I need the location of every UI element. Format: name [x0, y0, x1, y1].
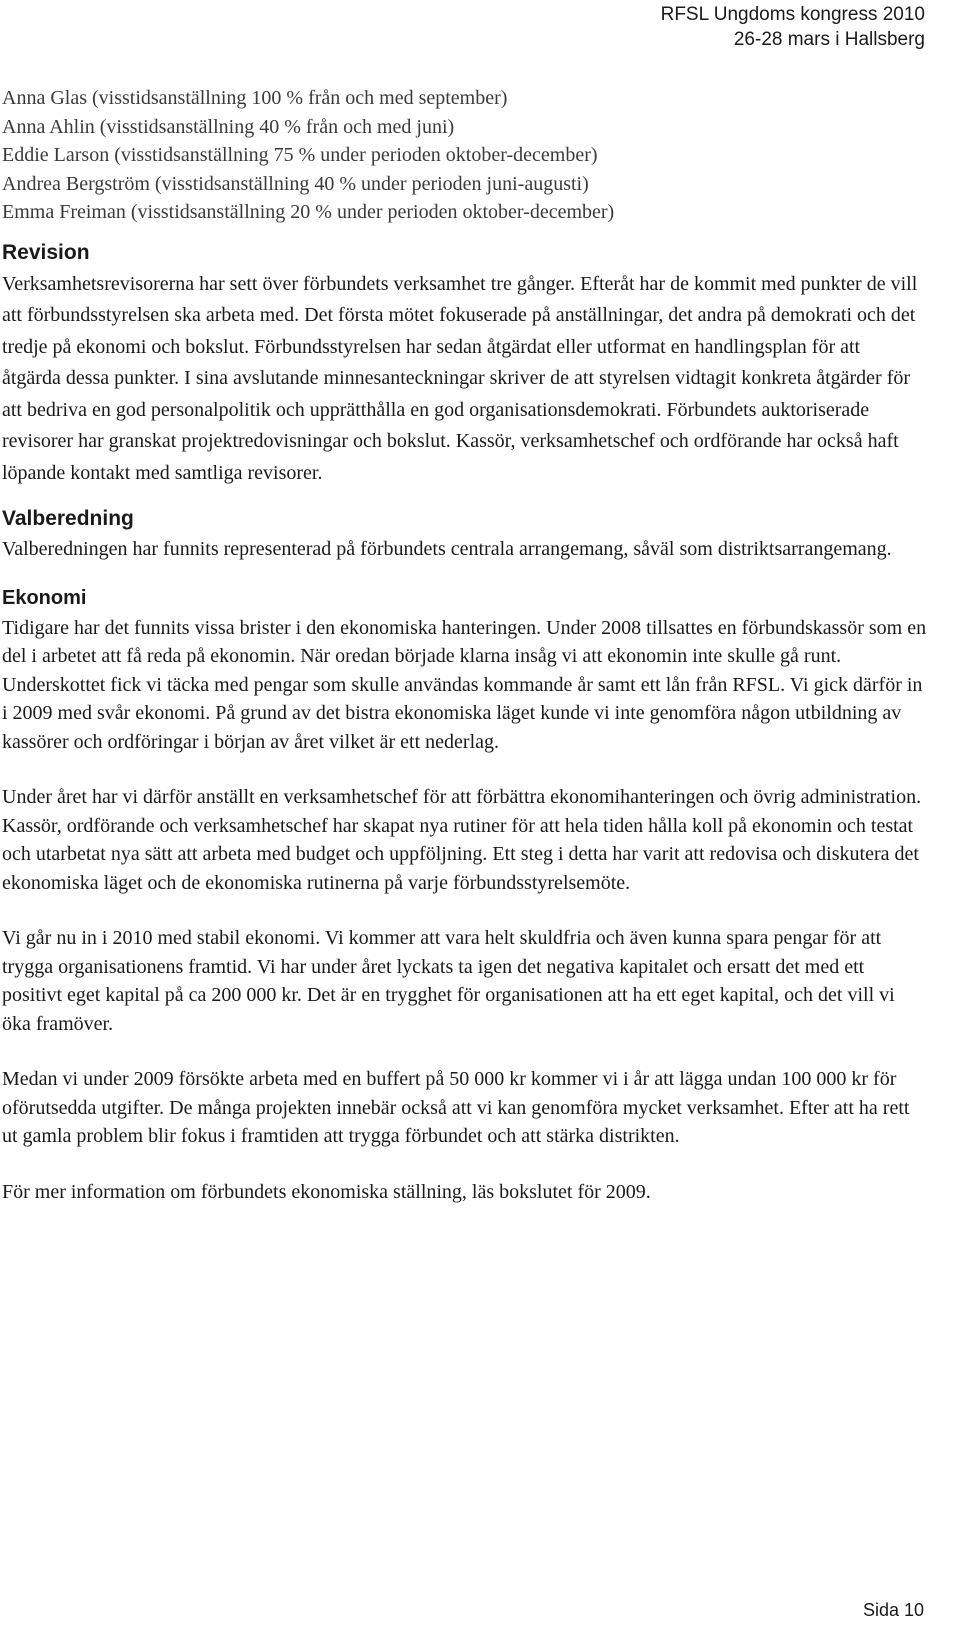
ekonomi-paragraph: Tidigare har det funnits vissa brister i den ekonomiska hanteringen. Under 2008 tillsattes en förbundskassör som en del i arbetet att få reda på ekonomin. När oredan började klarna insåg vi att ekonomin inte skulle gå runt. Underskottet fick vi täcka med pengar som skulle användas kommande år samt ett lån från RFSL. Vi gick därför in i 2009 med svår ekonomi. På grund av det bistra ekonomiska läget kunde vi inte genomföra någon utbildning av kassörer och ordföringar i början av året vilket är ett nederlag.	[2, 616, 927, 753]
staff-item: Andrea Bergström (visstidsanställning 40 % under perioden juni-augusti)	[2, 172, 589, 195]
page-header	[661, 2, 925, 52]
valberedning-heading: Valberedning	[2, 507, 134, 530]
page-number: Sida 10	[862, 1600, 924, 1620]
document-body	[2, 84, 927, 1206]
header-title: RFSL Ungdoms kongress 2010	[660, 4, 925, 25]
staff-item: Eddie Larson (visstidsanställning 75 % under perioden oktober-december)	[2, 144, 598, 166]
ekonomi-paragraph: Under året har vi därför anställt en verksamhetschef för att förbättra ekonomihanteringen och övrig administration. Kassör, ordförande och verksamhetschef har skapat nya rutiner för att hela tiden hålla koll på ekonomin och testat och utarbetat nya sätt att arbeta med budget och uppföljning. Ett steg i detta har varit att redovisa och diskutera det ekonomiska läget och de ekonomiska rutinerna på varje förbundsstyrelsemöte.	[2, 786, 922, 894]
ekonomi-paragraph: För mer information om förbundets ekonomiska ställning, läs bokslutet för 2009.	[2, 1180, 651, 1203]
valberedning-text: Valberedningen har funnits representerad på förbundets centrala arrangemang, såväl som distriktsarrangemang.	[2, 538, 892, 560]
ekonomi-heading: Ekonomi	[2, 586, 87, 609]
header-date: 26-28 mars i Hallsberg	[733, 29, 925, 50]
revision-text: Verksamhetsrevisorerna har sett över förbundets verksamhet tre gånger. Efteråt har de kommit med punkter de vill att förbundsstyrelsen ska arbeta med. Det första mötet fokuserade på anställningar, det andra på demokrati och det tredje på ekonomi och bokslut. Förbundsstyrelsen har sedan åtgärdat eller utformat en handlingsplan för att åtgärda dessa punkter. I sina avslutande minnesanteckningar skriver de att styrelsen vidtagit konkreta åtgärder för att bedriva en god personalpolitik och upprätthålla en god organisationsdemokrati. Förbundets auktoriserade revisorer har granskat projektredovisningar och bokslut. Kassör, verksamhetschef och ordförande har också haft löpande kontakt med samtliga revisorer.	[2, 272, 918, 484]
staff-item: Emma Freiman (visstidsanställning 20 % under perioden oktober-december)	[2, 201, 615, 223]
ekonomi-paragraph: Medan vi under 2009 försökte arbeta med en buffert på 50 000 kr kommer vi i år att lägga undan 100 000 kr för oförutsedda utgifter. De många projekten innebär också att vi kan genomföra mycket verksamhet. Efter att ha rett ut gamla problem blir fokus i framtiden att trygga förbundet och att stärka distrikten.	[2, 1068, 910, 1147]
ekonomi-paragraph: Vi går nu in i 2010 med stabil ekonomi. Vi kommer att vara helt skuldfria och även kunna spara pengar för att trygga organisationens framtid. Vi har under året lyckats ta igen det negativa kapitalet och ersatt det med ett positivt eget kapital på ca 200 000 kr. Det är en trygghet för organisationen att ha ett eget kapital, och det vill vi öka framöver.	[2, 927, 895, 1035]
revision-heading: Revision	[2, 240, 90, 264]
staff-item: Anna Ahlin (visstidsanställning 40 % från och med juni)	[2, 115, 455, 138]
staff-list	[2, 84, 927, 227]
staff-item: Anna Glas (visstidsanställning 100 % från och med september)	[2, 87, 508, 109]
